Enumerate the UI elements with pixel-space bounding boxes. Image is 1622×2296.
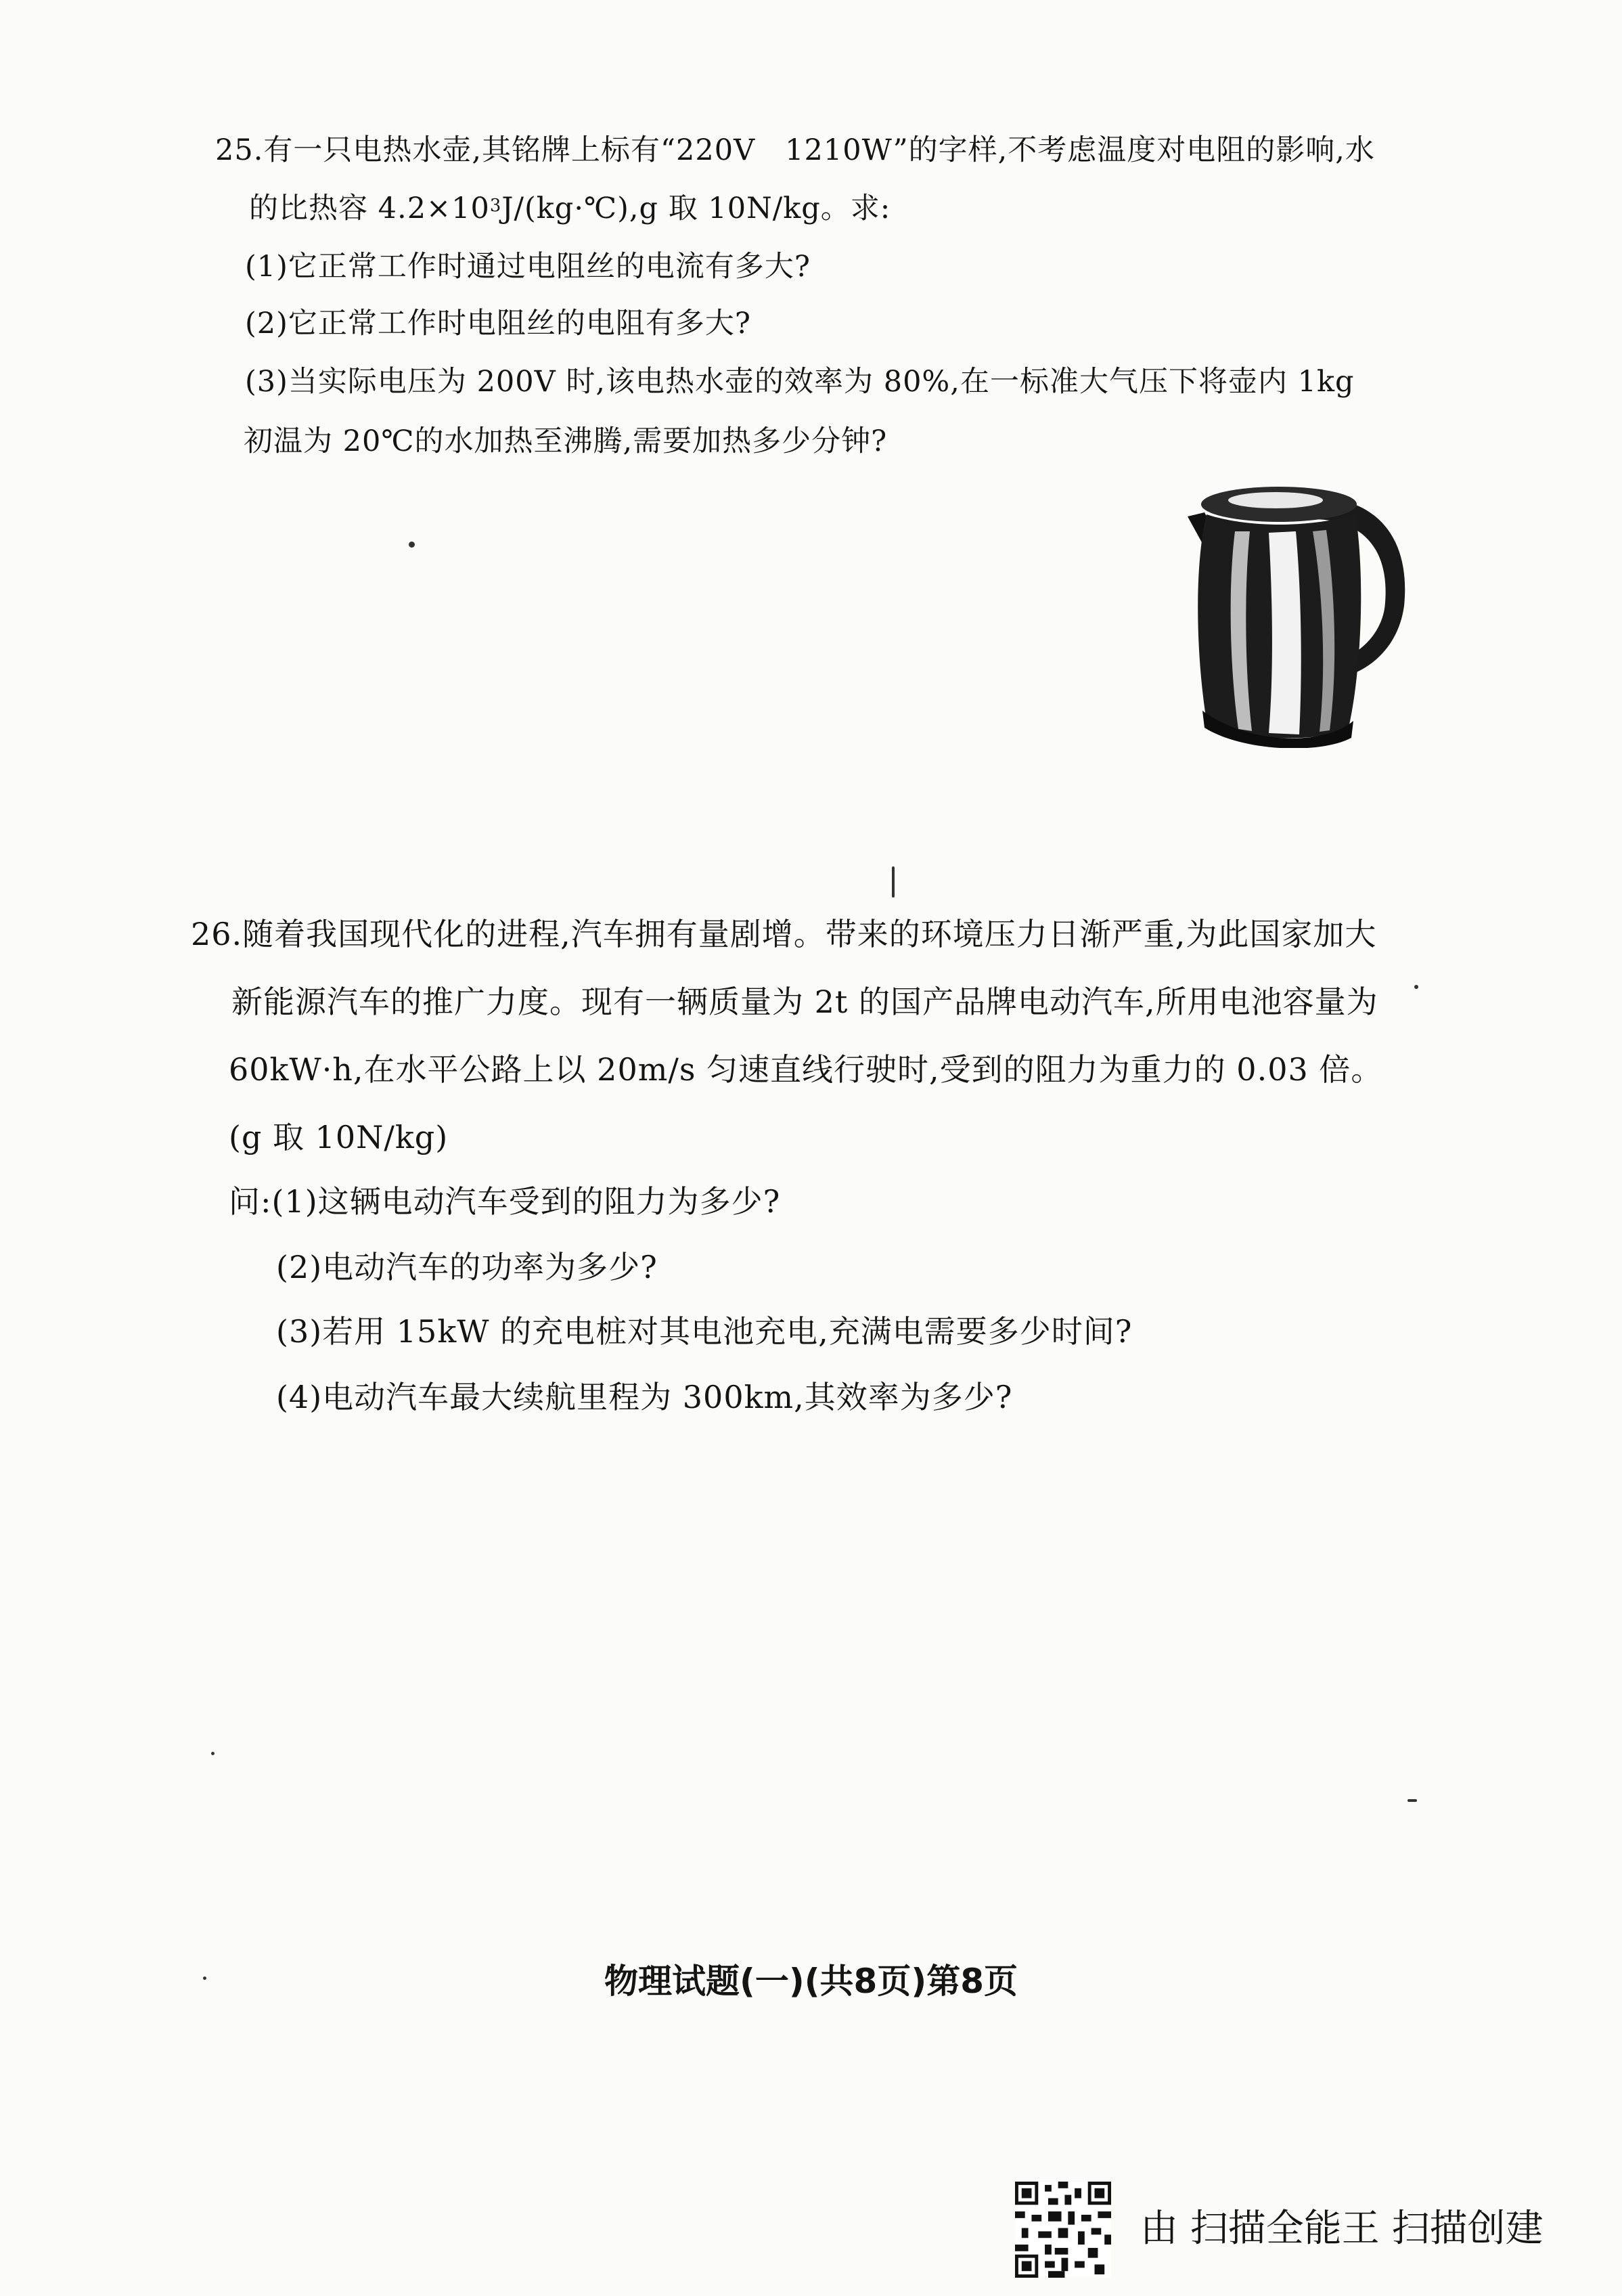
q26-part-1: 问:(1)这辆电动汽车受到的阻力为多少? — [229, 1183, 781, 1220]
q26-stem-line-3: 60kW·h,在水平公路上以 20m/s 匀速直线行驶时,受到的阻力为重力的 0.03 倍。 — [229, 1051, 1383, 1088]
qr-code-icon — [1015, 2180, 1111, 2280]
q25-part-3-line-2: 初温为 20℃的水加热至沸腾,需要加热多少分钟? — [244, 424, 888, 458]
scanner-credit: 由 扫描全能王 扫描创建 — [1140, 2207, 1544, 2251]
q25-part-1: (1)它正常工作时通过电阻丝的电流有多大? — [245, 250, 811, 284]
q25-stem-line-2 — [249, 188, 891, 229]
scan-speck — [409, 542, 415, 548]
q25-part-3-line-1: (3)当实际电压为 200V 时,该电热水壶的效率为 80%,在一标准大气压下将壶内 1kg — [245, 365, 1355, 399]
q26-part-3: (3)若用 15kW 的充电桩对其电池充电,充满电需要多少时间? — [276, 1313, 1133, 1350]
q26-stem-line-2: 新能源汽车的推广力度。现有一辆质量为 2t 的国产品牌电动汽车,所用电池容量为 — [231, 984, 1378, 1020]
scan-speck — [1414, 985, 1418, 989]
q25-stem-2-sup: 3 — [489, 196, 502, 216]
q25-stem-2b: J/(kg·℃),g 取 10N/kg。求: — [501, 192, 891, 225]
q26-stem-line-4: (g 取 10N/kg) — [229, 1119, 449, 1155]
scan-speck — [211, 1752, 215, 1755]
q25-part-2: (2)它正常工作时电阻丝的电阻有多大? — [245, 307, 751, 340]
q26-part-4: (4)电动汽车最大续航里程为 300km,其效率为多少? — [276, 1379, 1013, 1415]
q26-stem-line-1: 26.随着我国现代化的进程,汽车拥有量剧增。带来的环境压力日渐严重,为此国家加大 — [191, 916, 1377, 952]
scan-speck — [1407, 1799, 1417, 1802]
page-footer: 物理试题(一)(共8页)第8页 — [604, 1962, 1018, 2001]
scan-speck — [892, 866, 895, 898]
q25-stem-line-1: 25.有一只电热水壶,其铭牌上标有“220V 1210W”的字样,不考虑温度对电阻的影响,水 — [215, 133, 1375, 167]
q25-stem-2a: 的比热容 4.2×10 — [249, 192, 490, 225]
kettle-image — [1188, 477, 1414, 748]
q26-part-2: (2)电动汽车的功率为多少? — [276, 1249, 658, 1285]
scan-speck — [203, 1977, 206, 1980]
